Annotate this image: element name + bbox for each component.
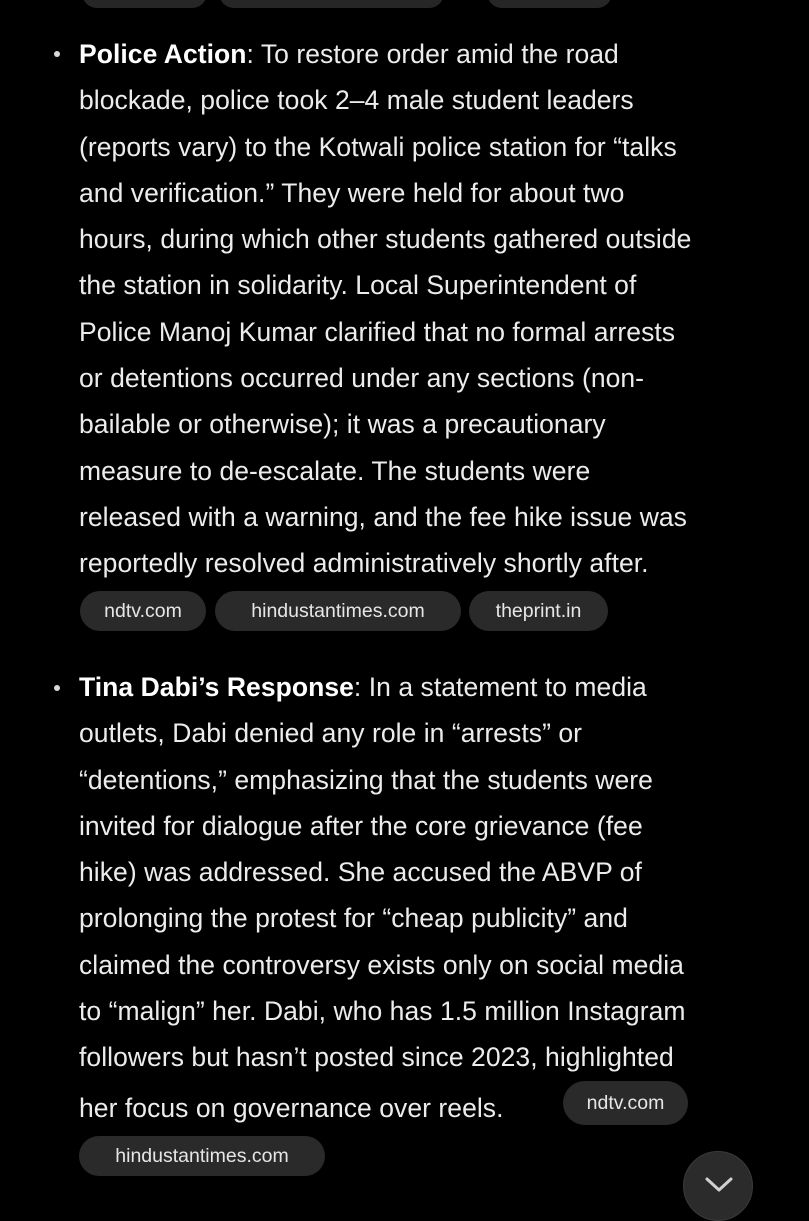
bullet-line: her focus on governance over reels. xyxy=(79,1092,504,1123)
scroll-down-button[interactable] xyxy=(683,1151,753,1221)
bullet-line: hike) was addressed. She accused the ABVP of xyxy=(79,857,642,888)
source-chip-partial[interactable] xyxy=(219,0,444,8)
bullet-line: and verification.” They were held for about two xyxy=(79,177,625,208)
bullet-line: blockade, police took 2–4 male student leaders xyxy=(79,85,634,116)
bullet-line: Police Manoj Kumar clarified that no formal arrests xyxy=(79,316,676,347)
bullet-dot-icon xyxy=(54,51,60,57)
bullet-heading: Tina Dabi’s Response xyxy=(79,672,354,702)
bullet-line: to “malign” her. Dabi, who has 1.5 million Instagram xyxy=(79,996,686,1027)
bullet-line: invited for dialogue after the core grievance (fee xyxy=(79,810,643,841)
source-chip-partial[interactable] xyxy=(82,0,207,8)
source-chip-ndtv[interactable]: ndtv.com xyxy=(80,591,206,631)
bullet-heading: Police Action xyxy=(79,39,247,69)
bullet-line: (reports vary) to the Kotwali police station for “talks xyxy=(79,131,677,162)
bullet-line: followers but hasn’t posted since 2023, highlighted xyxy=(79,1042,674,1073)
source-chip-theprint[interactable]: theprint.in xyxy=(469,591,608,631)
bullet-line: released with a warning, and the fee hike issue was xyxy=(79,501,687,532)
bullet-line: : In a statement to media xyxy=(353,672,647,702)
source-chip-ndtv[interactable]: ndtv.com xyxy=(563,1081,688,1125)
bullet-line: or detentions occurred under any sections (non- xyxy=(79,363,645,394)
chevron-down-icon xyxy=(703,1174,735,1194)
bullet-line: claimed the controversy exists only on social media xyxy=(79,949,684,980)
bullet-text xyxy=(79,664,779,1131)
bullet-text xyxy=(79,31,779,587)
bullet-line: bailable or otherwise); it was a precautionary xyxy=(79,409,606,440)
bullet-line: the station in solidarity. Local Superintendent of xyxy=(79,270,637,301)
bullet-dot-icon xyxy=(54,685,60,691)
bullet-line: outlets, Dabi denied any role in “arrests” or xyxy=(79,718,583,749)
bullet-line: measure to de-escalate. The students were xyxy=(79,455,591,486)
bullet-line: prolonging the protest for “cheap publicity” and xyxy=(79,903,628,934)
bullet-line: “detentions,” emphasizing that the students were xyxy=(79,764,653,795)
previous-source-chips xyxy=(0,0,809,8)
source-chip-partial[interactable] xyxy=(487,0,612,8)
source-chip-hindustantimes[interactable]: hindustantimes.com xyxy=(215,591,461,631)
bullet-line: reportedly resolved administratively shortly after. xyxy=(79,548,649,579)
bullet-line: hours, during which other students gathered outside xyxy=(79,224,692,255)
bullet-line: : To restore order amid the road xyxy=(246,39,619,69)
source-chip-hindustantimes[interactable]: hindustantimes.com xyxy=(79,1136,325,1176)
